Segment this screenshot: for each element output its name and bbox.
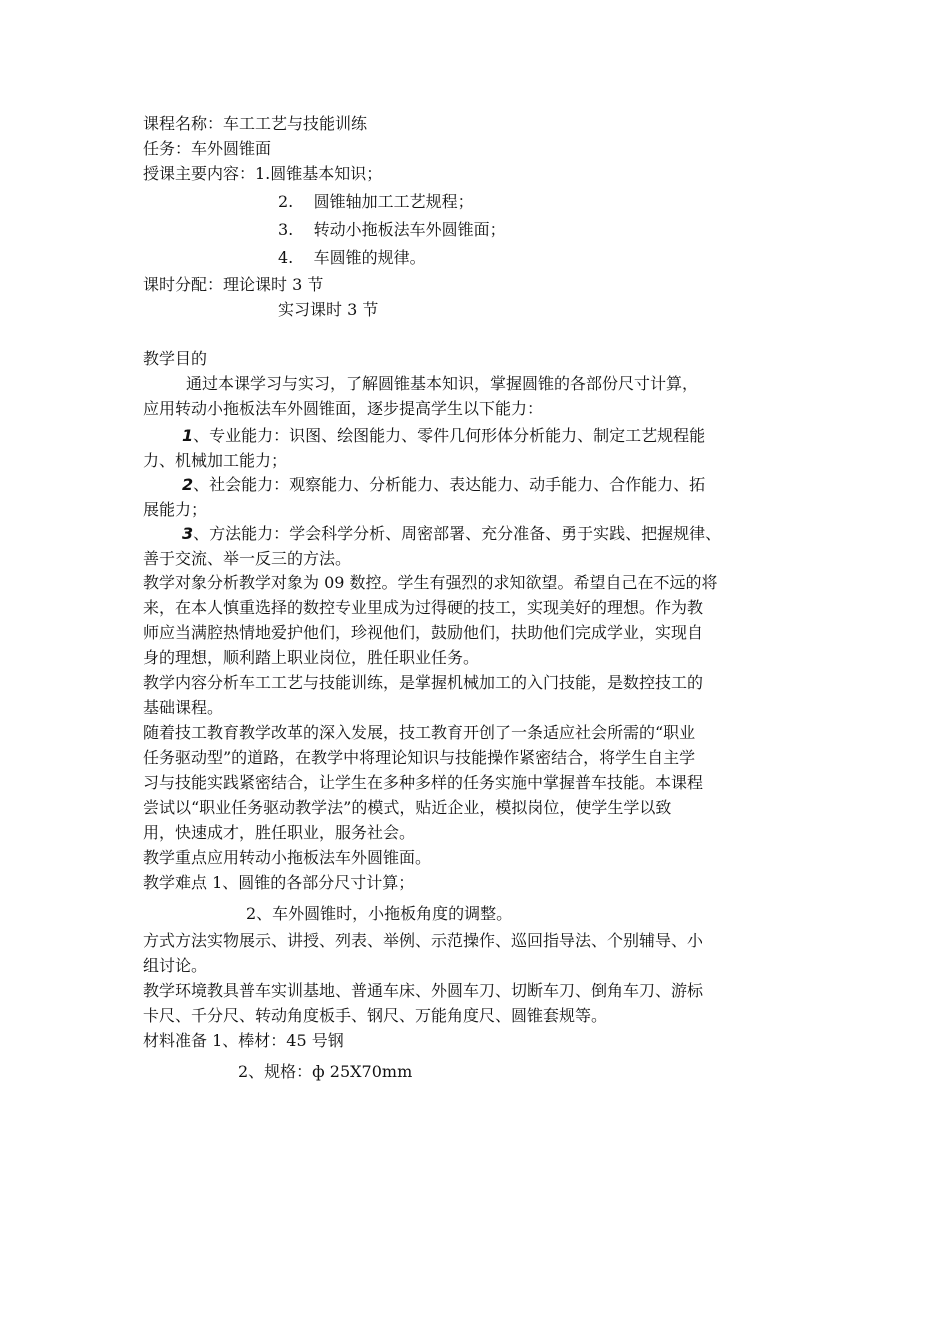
reform-line: 随着技工教育教学改革的深入发展，技工教育开创了一条适应社会所需的“职业: [143, 723, 696, 742]
student-analysis-line: 来，在本人慎重选择的数控专业里成为过得硬的技工，实现美好的理想。作为教: [143, 598, 704, 617]
ability-item: [182, 522, 721, 546]
content-item-text: 转动小拖板法车外圆锥面；: [313, 220, 506, 239]
materials-line: 2、规格：ф 25X70mm: [238, 1062, 413, 1081]
ability-text: 、专业能力：识图、绘图能力、零件几何形体分析能力、制定工艺规程能: [193, 426, 706, 445]
objective-intro: 通过本课学习与实习，了解圆锥基本知识，掌握圆锥的各部份尺寸计算，: [186, 374, 699, 393]
ability-text: 、社会能力：观察能力、分析能力、表达能力、动手能力、合作能力、拓: [193, 475, 706, 494]
ability-continuation: 善于交流、举一反三的方法。: [143, 549, 352, 568]
ability-continuation: 展能力；: [143, 500, 208, 519]
objective-title: 教学目的: [143, 349, 208, 368]
objective-intro: 应用转动小拖板法车外圆锥面，逐步提高学生以下能力：: [143, 399, 544, 418]
difficulty-line: 教学难点 1、圆锥的各部分尺寸计算；: [143, 873, 415, 892]
ability-number: 3: [182, 524, 194, 543]
content-header: 授课主要内容：1.圆锥基本知识；: [143, 164, 383, 183]
content-analysis-line: 教学内容分析车工工艺与技能训练，是掌握机械加工的入门技能，是数控技工的: [143, 673, 704, 692]
content-item: [278, 218, 506, 242]
content-analysis-line: 基础课程。: [143, 698, 224, 717]
hours-practice: 实习课时 3 节: [278, 300, 379, 319]
reform-line: 尝试以“职业任务驱动教学法”的模式，贴近企业，模拟岗位，使学生学以致: [143, 798, 672, 817]
reform-line: 任务驱动型”的道路，在教学中将理论知识与技能操作紧密结合，将学生自主学: [143, 748, 696, 767]
ability-item: [182, 424, 705, 448]
content-item-number: 2.: [278, 192, 294, 211]
reform-line: 用，快速成才，胜任职业，服务社会。: [143, 823, 416, 842]
task-name: 任务：车外圆锥面: [143, 139, 272, 158]
ability-number: 1: [182, 426, 194, 445]
ability-continuation: 力、机械加工能力；: [143, 451, 288, 470]
content-item: [278, 246, 426, 270]
ability-number: 2: [182, 475, 194, 494]
difficulty-line: 2、车外圆锥时，小拖板角度的调整。: [246, 904, 513, 923]
content-item-text: 车圆锥的规律。: [313, 248, 426, 267]
methods-line: 方式方法实物展示、讲授、列表、举例、示范操作、巡回指导法、个别辅导、小: [143, 931, 704, 950]
content-item-text: 圆锥轴加工工艺规程；: [313, 192, 474, 211]
materials-line: 材料准备 1、棒材：45 号钢: [143, 1031, 344, 1050]
reform-line: 习与技能实践紧密结合，让学生在多种多样的任务实施中掌握普车技能。本课程: [143, 773, 704, 792]
course-name: 课程名称：车工工艺与技能训练: [143, 114, 368, 133]
content-item-number: 3.: [278, 220, 294, 239]
environment-line: 卡尺、千分尺、转动角度板手、钢尺、万能角度尺、圆锥套规等。: [143, 1006, 608, 1025]
ability-item: [182, 473, 705, 497]
student-analysis-line: 教学对象分析教学对象为 09 数控。学生有强烈的求知欲望。希望自己在不远的将: [143, 573, 718, 592]
student-analysis-line: 师应当满腔热情地爱护他们，珍视他们，鼓励他们，扶助他们完成学业，实现自: [143, 623, 704, 642]
content-item-number: 4.: [278, 248, 294, 267]
content-item: [278, 190, 474, 214]
ability-text: 、方法能力：学会科学分析、周密部署、充分准备、勇于实践、把握规律、: [193, 524, 722, 543]
environment-line: 教学环境教具普车实训基地、普通车床、外圆车刀、切断车刀、倒角车刀、游标: [143, 981, 704, 1000]
key-point: 教学重点应用转动小拖板法车外圆锥面。: [143, 848, 432, 867]
methods-line: 组讨论。: [143, 956, 208, 975]
hours-theory: 课时分配：理论课时 3 节: [143, 275, 324, 294]
student-analysis-line: 身的理想，顺利踏上职业岗位，胜任职业任务。: [143, 648, 480, 667]
